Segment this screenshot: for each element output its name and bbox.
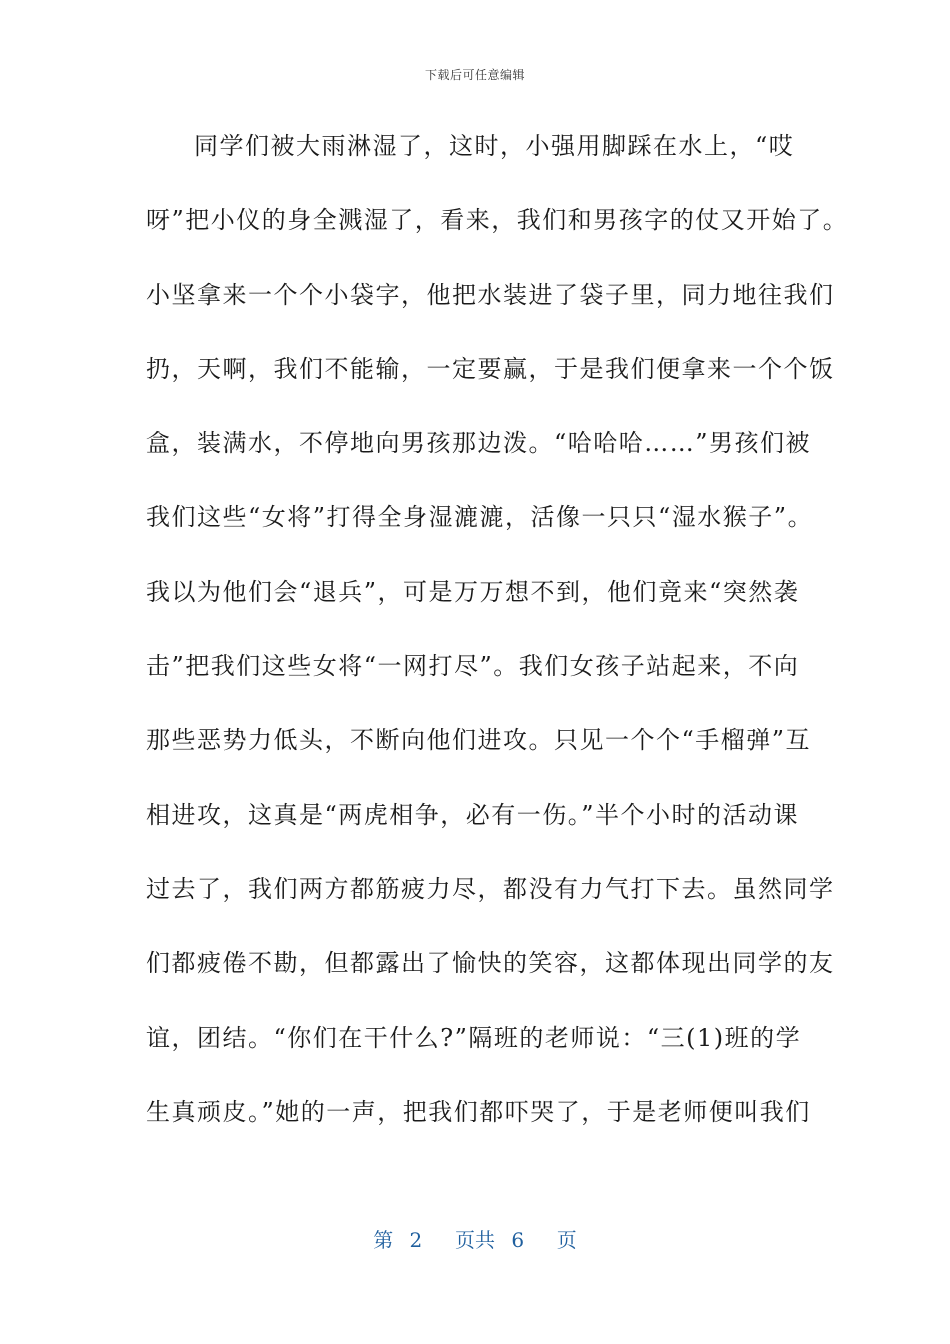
text-line: 盒，装满水，不停地向男孩那边泼。“哈哈哈……”男孩们被 (146, 429, 812, 458)
page-header: 下载后可任意编辑 (424, 68, 525, 82)
text-line: 同学们被大雨淋湿了，这时，小强用脚踩在水上，“哎 (194, 132, 795, 160)
text-line: 扔，天啊，我们不能输，一定要赢，于是我们便拿来一个个饭 (146, 354, 835, 383)
text-line: 生真顽皮。”她的一声，把我们都吓哭了，于是老师便叫我们 (146, 1097, 811, 1126)
text-line: 那些恶势力低头，不断向他们进攻。只见一个个“手榴弹”互 (146, 726, 812, 755)
text-line: 过去了，我们两方都筋疲力尽，都没有力气打下去。虽然同学 (146, 874, 835, 903)
text-line: 相进攻，这真是“两虎相争，必有一伤。”半个小时的活动课 (146, 800, 800, 829)
text-line: 呀”把小仪的身全溅湿了，看来，我们和男孩字的仗又开始了。 (146, 206, 849, 235)
text-line: 击”把我们这些女将“一网打尽”。我们女孩子站起来，不向 (146, 652, 800, 681)
text-line: 我以为他们会“退兵”，可是万万想不到，他们竟来“突然袭 (146, 577, 800, 606)
document-body (146, 124, 849, 1164)
text-line: 我们这些“女将”打得全身湿漉漉，活像一只只“湿水猴子”。 (146, 503, 814, 532)
text-line: 们都疲倦不勘，但都露出了愉快的笑容，这都体现出同学的友 (146, 949, 835, 978)
text-line: 谊，团结。“你们在干什么?”隔班的老师说：“三(1)班的学 (146, 1023, 802, 1052)
text-line: 小坚拿来一个个小袋字，他把水装进了袋子里，同力地往我们 (146, 280, 835, 309)
page-footer: 第 2 页共 6 页 (373, 1228, 577, 1252)
